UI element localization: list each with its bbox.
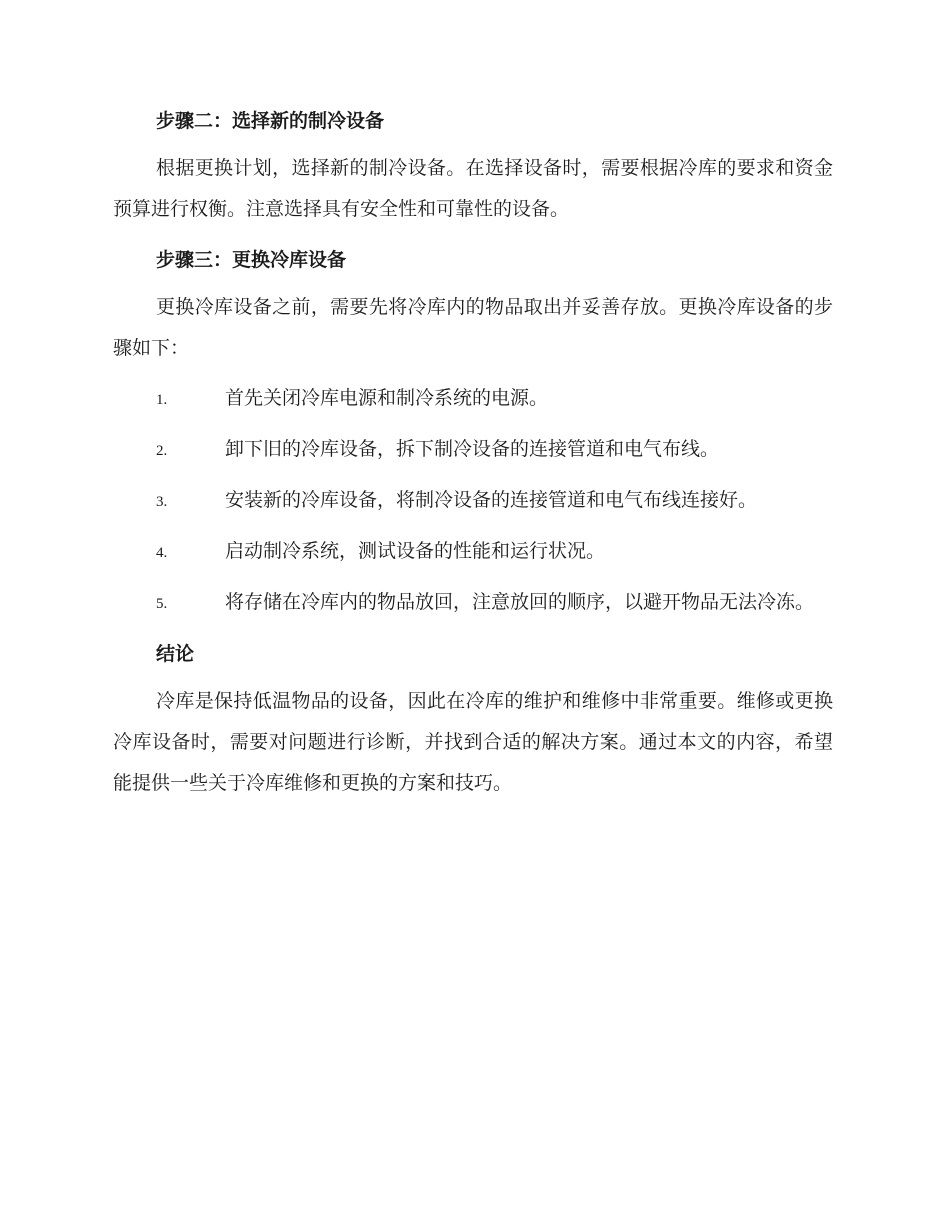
list-item-text: 安装新的冷库设备，将制冷设备的连接管道和电气布线连接好。: [225, 489, 758, 511]
list-item: [113, 429, 833, 472]
conclusion-paragraph: 冷库是保持低温物品的设备，因此在冷库的维护和维修中非常重要。维修或更换冷库设备时，需要对问题进行诊断，并找到合适的解决方案。通过本文的内容，希望能提供一些关于冷库维修和更换的方案和技巧。: [113, 690, 833, 794]
step2-heading: 步骤二：选择新的制冷设备: [156, 110, 385, 132]
list-item: [113, 531, 833, 574]
list-item-text: 卸下旧的冷库设备，拆下制冷设备的连接管道和电气布线。: [225, 438, 720, 460]
list-item-number: 4.: [156, 545, 168, 561]
list-item-text: 启动制冷系统，测试设备的性能和运行状况。: [225, 540, 606, 562]
list-item-text: 首先关闭冷库电源和制冷系统的电源。: [225, 387, 549, 409]
list-item: [113, 480, 833, 523]
list-item: [113, 582, 833, 625]
list-item-number: 2.: [156, 443, 168, 459]
list-item-number: 5.: [156, 596, 168, 612]
list-item-text: 将存储在冷库内的物品放回，注意放回的顺序，以避开物品无法冷冻。: [225, 591, 815, 613]
list-item: [113, 378, 833, 421]
list-item-number: 3.: [156, 494, 168, 510]
conclusion-heading: 结论: [156, 643, 195, 665]
step3-heading: 步骤三：更换冷库设备: [156, 249, 347, 271]
step2-paragraph: 根据更换计划，选择新的制冷设备。在选择设备时，需要根据冷库的要求和资金预算进行权衡。注意选择具有安全性和可靠性的设备。: [113, 157, 833, 220]
list-item-number: 1.: [156, 392, 168, 408]
step3-paragraph: 更换冷库设备之前，需要先将冷库内的物品取出并妥善存放。更换冷库设备的步骤如下：: [113, 296, 833, 359]
document-page: [113, 106, 833, 819]
